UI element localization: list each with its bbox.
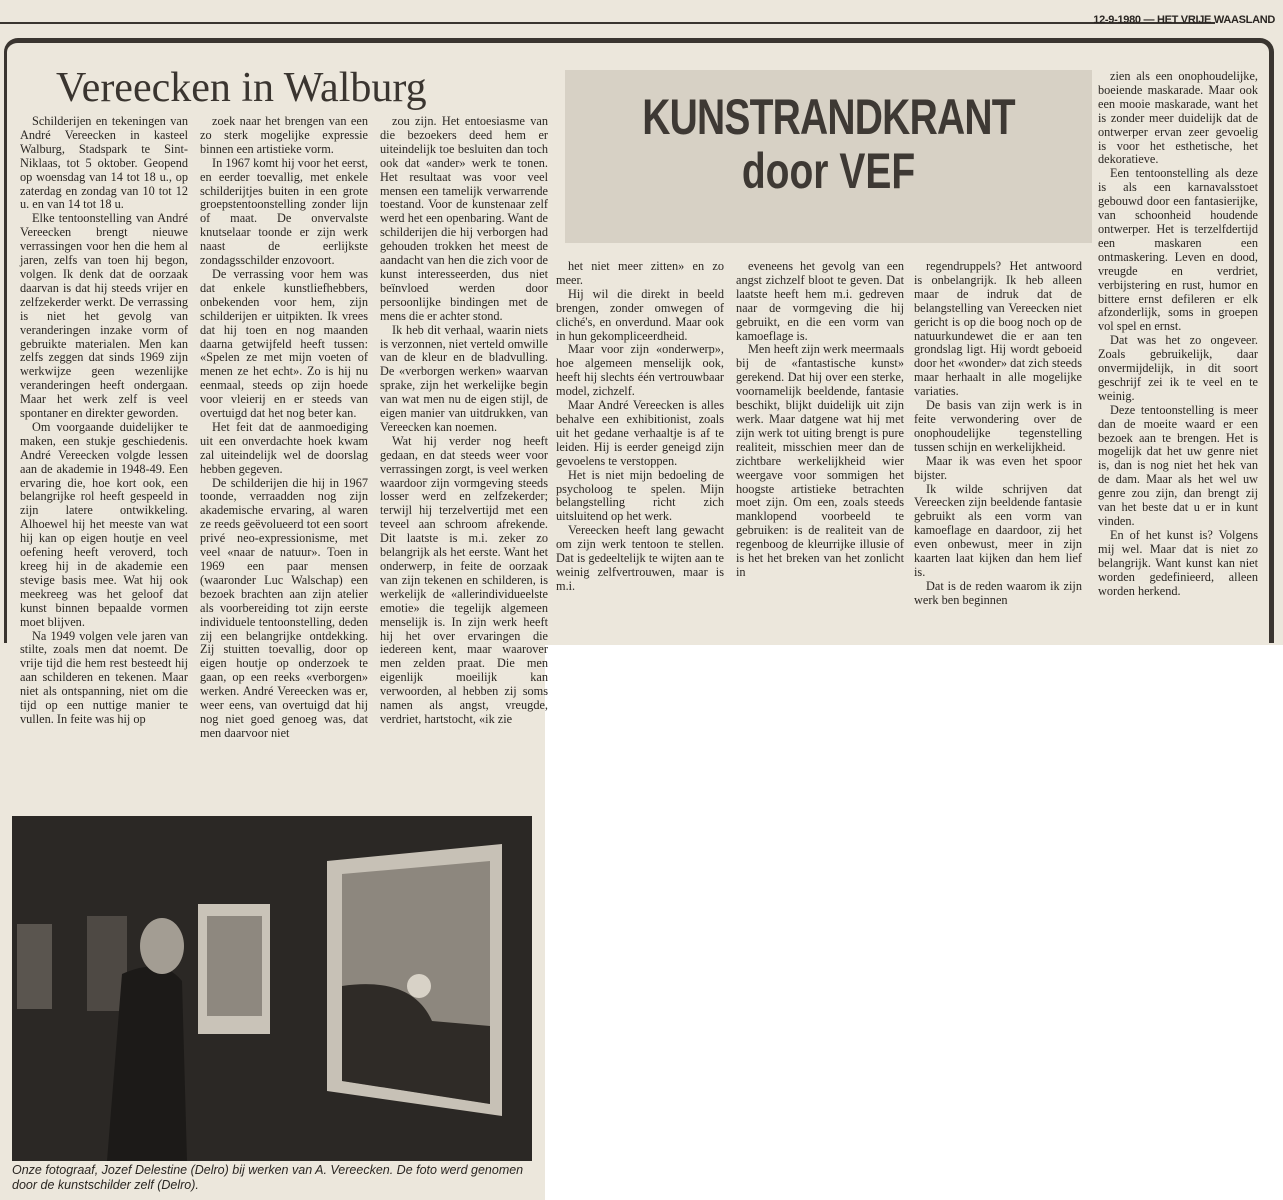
paragraph: Hij wil die direkt in beeld brengen, zonder omwegen of cliché's, en onverdund. Maar ook in hun gekompliceerdheid.	[556, 286, 724, 343]
paragraph: Maar voor zijn «onderwerp», hoe algemeen menselijk ook, heeft hij slechts één vertrouwbaar model, zichzelf.	[556, 342, 724, 399]
photo-illustration	[12, 816, 532, 1161]
paragraph: De basis van zijn werk is in feite verwondering over de onophoudelijke tegenstelling tussen schijn en werkelijkheid.	[914, 398, 1082, 454]
paragraph: zou zijn. Het entoesiasme van die bezoekers deed hem er uiteindelijk toe besluiten dan toch ook dat «ander» werk te tonen. Het resultaat was voor veel mensen een tamelijk verwarrende toestand. Voor de kunstenaar zelf werd het een openbaring. Want de schilderijen die hij verborgen had gehouden trokken het meest de aandacht van hen die zich voor de kunst interesseerden, dus niet beïnvloed werden door persoonlijke bindingen met de mens die er achter stond.	[380, 114, 548, 323]
text-column-4	[556, 260, 724, 640]
paragraph: Het is niet mijn bedoeling de psycholoog te spelen. Mijn belangstelling richt zich uitsluitend op het werk.	[556, 467, 724, 524]
exhibition-photo	[12, 816, 532, 1161]
paragraph: Ik heb dit verhaal, waarin niets is verzonnen, niet verteld omwille van de kleur en de bladvulling. De «verborgen werken» waarvan sprake, zijn het werkelijke begin van wat men nu de eigen stijl, de eigen manier van uitdrukken, van Vereecken kan noemen.	[380, 322, 548, 434]
text-column-1	[20, 115, 188, 810]
header-rule	[0, 22, 1215, 24]
dateline: 12-9-1980 — HET VRIJE WAASLAND	[1093, 14, 1275, 26]
paragraph: Men heeft zijn werk meermaals bij de «fantastische kunst» gerekend. Dat hij over een sterke, voornamelijk beeldende, fantasie beschikt, blijkt duidelijk uit zijn werk. Maar datgene wat hij met zijn werk tot uiting brengt is pure realiteit, misschien meer dan de zichtbare werkelijkheid wier weergave voor sommigen het hoogste artistieke betrachten moet zijn. Om een, zoals steeds manklopend voorbeeld te gebruiken: is de realiteit van de regenboog de kleurrijke illusie of is het het breken van het zonlicht in	[736, 342, 904, 579]
banner-title: KUNSTRANDKRANT	[642, 89, 1015, 145]
banner-byline: door VEF	[741, 143, 916, 199]
text-column-7	[1098, 70, 1258, 630]
paragraph: Maar ik was even het spoor bijster.	[914, 453, 1082, 482]
paragraph: Vereecken heeft lang gewacht om zijn werk tentoon te stellen. Dat is gedeeltelijk te wijten aan te weinig zelfvertrouwen, maar is m.i.	[556, 523, 724, 593]
text-column-6	[914, 260, 1082, 640]
paragraph: Na 1949 volgen vele jaren van stilte, zoals men dat noemt. De vrije tijd die hem rest besteedt hij aan schilderen en tekenen. Maar niet als ontspanning, niet om die tijd op een nuttige manier te vullen. In feite was hij op	[20, 628, 188, 726]
paragraph: En of het kunst is? Volgens mij wel. Maar dat is niet zo belangrijk. Want kunst kan niet worden gedefinieerd, alleen worden herkend.	[1098, 527, 1258, 598]
paragraph: Om voorgaande duidelijker te maken, een stukje geschiedenis. André Vereecken volgde lessen aan de akademie in 1948-49. Een ervaring die, hoe kort ook, een belangrijke rol heeft gespeeld in zijn latere ontwikkeling. Alhoewel hij het meeste van wat hij kan op eigen houtje en veel oefening heeft veroverd, toch kreeg hij in de akademie een stevige basis mee. Wat hij ook meekreeg was het geloof dat kunst binnen bepaalde vormen moet blijven.	[20, 419, 188, 629]
paragraph: Dat is de reden waarom ik zijn werk ben beginnen	[914, 578, 1082, 607]
paragraph: Dat was het zo ongeveer. Zoals gebruikelijk, daar onvermijdelijk, in dit soort geschrijf zei ik te veel en te weinig.	[1098, 333, 1258, 403]
paragraph: het niet meer zitten» en zo meer.	[556, 259, 724, 287]
paragraph: Deze tentoonstelling is meer dan de moeite waard er een bezoek aan te brengen. Het is mogelijk dat het uw genre niet is, dan is nog niet het hek van de dam. Maar als het wel uw genre zou zijn, dan brengt zij van het beste dat u er in kunt vinden.	[1098, 402, 1258, 528]
paragraph: regendruppels? Het antwoord is onbelangrijk. Ik heb alleen maar de indruk dat de belangstelling van Vereecken niet gericht is op die boog noch op de natuurkundewet die er aan ten grondslag ligt. Hij wordt geboeid door het «wonder» dat zich steeds maar herhaalt in alle mogelijke variaties.	[914, 259, 1082, 399]
paragraph: De verrassing voor hem was dat enkele kunstliefhebbers, onbekenden voor hem, zijn schilderijen er uitpikten. Ik vrees dat hij toen en nog maanden daarna getwijfeld heeft tussen: «Spelen ze met mijn voeten of menen ze het echt». Zo is hij nu eenmaal, steeds op zijn hoede voor vleierij en er steeds van overtuigd dat het nog beter kan.	[200, 266, 368, 421]
photo-caption: Onze fotograaf, Jozef Delestine (Delro) bij werken van A. Vereecken. De foto werd genomen door de kunstschilder zelf (Delro).	[12, 1163, 524, 1192]
paragraph: Een tentoonstelling als deze is als een karnavalsstoet gebouwd door een fantasierijke, van schoonheid houdende ontwerper. Het is terzelfdertijd een maskaren een ontmaskering. Leven en dood, vreugde en verdriet, verbijstering en rust, humor en bittere ernst defileren er elk afzonderlijk, soms in groepen vol spel en ernst.	[1098, 166, 1258, 334]
paragraph: In 1967 komt hij voor het eerst, en eerder toevallig, met enkele schilderijtjes buiten in een grote groepstentoonstelling zonder lijn of maat. De onvervalste knutselaar toonde er zijn werk naast de eerlijkste zondagsschilder enzovoort.	[200, 155, 368, 268]
paragraph: Schilderijen en tekeningen van André Vereecken in kasteel Walburg, Stadspark te Sint-Niklaas, tot 5 oktober. Geopend op woensdag van 14 tot 18 u., op zaterdag en zondag van 10 tot 12 u. en van 14 tot 18 u.	[20, 114, 188, 212]
paragraph: eveneens het gevolg van een angst zichzelf bloot te geven. Dat laatste heeft hem m.i. gedreven naar de vormgeving die hij gebruikt, en die een vorm van kamoeflage is.	[736, 259, 904, 343]
text-column-3	[380, 115, 548, 810]
paragraph: De schilderijen die hij in 1967 toonde, verraadden nog zijn akademische ervaring, al waren ze reeds geëvolueerd tot een soort privé neo-expressionisme, met veel «naar de natuur». Toen in 1969 een paar mensen (waaronder Luc Walschap) een bezoek brachten aan zijn atelier als voorbereiding tot zijn eerste individuele tentoonstelling, deden zij een belangrijke ontdekking. Zij stuitten toevallig, door op eigen houtje op onderzoek te gaan, op een reeks «verborgen» werken. André Vereecken was er, weer eens, van overtuigd dat hij nog niet goed genoeg was, dat men daarvoor niet	[200, 475, 368, 740]
text-column-5	[736, 260, 904, 640]
article-headline: Vereecken in Walburg	[56, 65, 427, 111]
paragraph: Elke tentoonstelling van André Vereecken brengt nieuwe verrassingen voor hen die hem al jaren, zelfs van toen hij begon, volgen. Ik denk dat de oorzaak daarvan is dat hij steeds vrijer en zelfzekerder werkt. De verrassing is niet het gevolg van veranderingen inzake vorm of gebruikte materialen. Men kan zelfs zeggen dat sinds 1969 zijn werkwijze geen wezenlijke veranderingen heeft ondergaan. Maar het werk zelf is veel spontaner en direkter geworden.	[20, 211, 188, 421]
paragraph: zoek naar het brengen van een zo sterk mogelijke expressie binnen een artistieke vorm.	[200, 114, 368, 156]
text-column-2	[200, 115, 368, 810]
paragraph: Het feit dat de aanmoediging uit een onverdachte hoek kwam zal uiteindelijk wel de doorslag hebben gegeven.	[200, 419, 368, 476]
paragraph: Wat hij verder nog heeft gedaan, en dat steeds weer voor verrassingen zorgt, is veel werken waardoor zijn vormgeving steeds losser werd en zelfzekerder; terwijl hij terzelvertijd met een teveel aan schroom afrekende. Dit laatste is m.i. zeker zo belangrijk als het eerste. Want het onderwerp, in feite de oorzaak van zijn tekenen en schilderen, is werkelijk de «allerindividueelste emotie» die tegelijk algemeen menselijk is. In zijn werk heeft hij het over ervaringen die iedereen kent, maar waarover men zelden praat. Die men eigenlijk moeilijk kan verwoorden, al hebben zij soms namen als angst, vreugde, verdriet, hartstocht, «ik zie	[380, 433, 548, 726]
paragraph: Ik wilde schrijven dat Vereecken zijn beeldende fantasie gebruikt als een vorm van kamoeflage en daardoor, zij het even onbewust, meer in zijn kaarten laat kijken dan hem lief is.	[914, 481, 1082, 579]
paragraph: Maar André Vereecken is alles behalve een exhibitionist, zoals uit het gedane verhaaltje is af te leiden. Hij is eerder geneigd zijn gevoelens te verstoppen.	[556, 398, 724, 468]
column-banner	[565, 70, 1092, 243]
paragraph: zien als een onophoudelijke, boeiende maskarade. Maar ook een mooie maskarade, want het is zonder meer duidelijk dat de ontwerper ervan zeer gevoelig is voor het esthetische, het dekoratieve.	[1098, 69, 1258, 167]
